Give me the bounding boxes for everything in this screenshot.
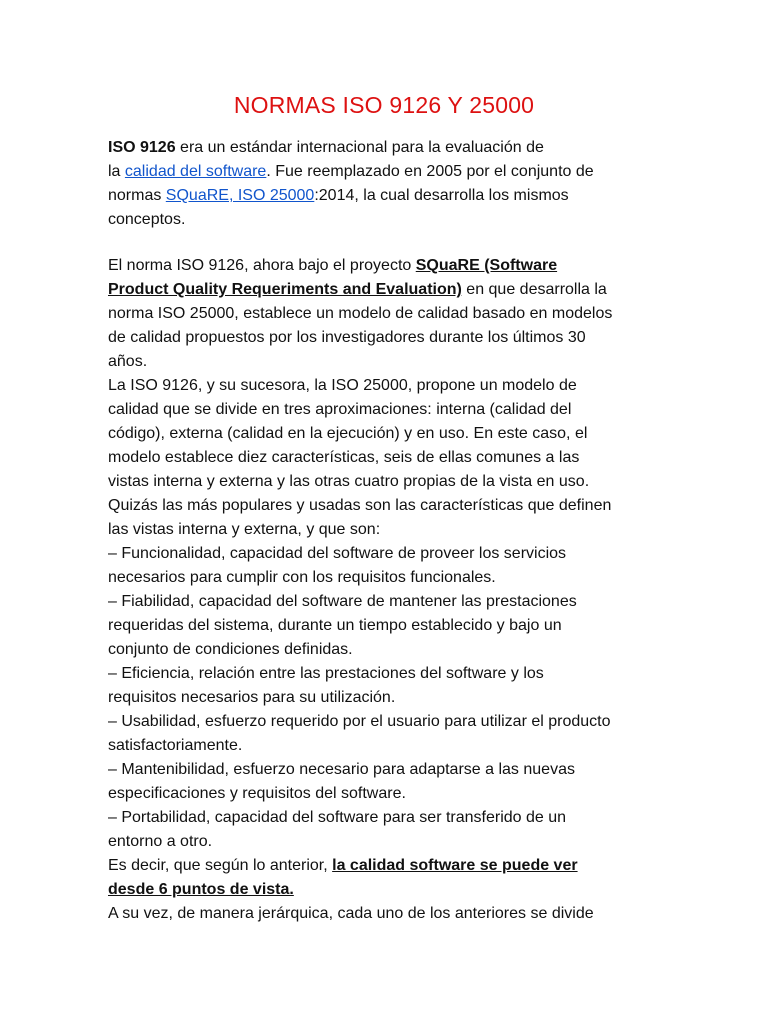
text-line: Quizás las más populares y usadas son las características que definen	[108, 497, 612, 514]
text-span: normas	[108, 187, 166, 204]
bold-underline-square: SQuaRE (Software	[415, 257, 558, 274]
link-square-iso25000[interactable]: SQuaRE, ISO 25000	[165, 187, 315, 204]
bold-term-iso9126: ISO 9126	[108, 139, 176, 156]
text-line: entorno a otro.	[108, 833, 213, 850]
page-title: NORMAS ISO 9126 Y 25000	[233, 92, 535, 118]
text-line	[108, 160, 648, 184]
list-item-mantenibilidad: – Mantenibilidad, esfuerzo necesario para adaptarse a las nuevas	[108, 761, 575, 778]
list-item-portabilidad: – Portabilidad, capacidad del software para ser transferido de un	[108, 809, 567, 826]
text-line	[108, 854, 648, 878]
text-line: especificaciones y requisitos del software.	[108, 785, 406, 802]
text-span: era un estándar internacional para la evaluación de	[175, 139, 544, 156]
text-line: satisfactoriamente.	[108, 737, 243, 754]
text-line	[108, 878, 648, 902]
bold-underline-6-puntos: desde 6 puntos de vista.	[108, 881, 294, 898]
list-item-fiabilidad: – Fiabilidad, capacidad del software de mantener las prestaciones	[108, 593, 577, 610]
list-item-funcionalidad: – Funcionalidad, capacidad del software de proveer los servicios	[108, 545, 567, 562]
document-body	[108, 136, 648, 926]
bold-underline-calidad-ver: la calidad software se puede ver	[332, 857, 578, 874]
paragraph-main	[108, 254, 648, 926]
text-span: El norma ISO 9126, ahora bajo el proyecto	[108, 257, 416, 274]
text-span: la	[108, 163, 125, 180]
text-line	[108, 278, 648, 302]
text-line: código), externa (calidad en la ejecución) y en uso. En este caso, el	[108, 425, 588, 442]
text-line: norma ISO 25000, establece un modelo de calidad basado en modelos	[108, 305, 613, 322]
link-calidad-software[interactable]: calidad del software	[124, 163, 267, 180]
text-line: La ISO 9126, y su sucesora, la ISO 25000, propone un modelo de	[108, 377, 577, 394]
text-line: conjunto de condiciones definidas.	[108, 641, 353, 658]
text-line	[108, 254, 648, 278]
text-line: años.	[108, 353, 148, 370]
text-line: modelo establece diez características, seis de ellas comunes a las	[108, 449, 580, 466]
text-span: :2014, la cual desarrolla los mismos	[314, 187, 569, 204]
text-line	[108, 136, 648, 160]
text-line: conceptos.	[108, 211, 186, 228]
text-line: calidad que se divide en tres aproximaciones: interna (calidad del	[108, 401, 572, 418]
paragraph-gap	[108, 232, 648, 254]
text-line: requisitos necesarios para su utilización.	[108, 689, 396, 706]
text-span: . Fue reemplazado en 2005 por el conjunto de	[266, 163, 594, 180]
text-line: las vistas interna y externa, y que son:	[108, 521, 381, 538]
text-line: de calidad propuestos por los investigadores durante los últimos 30	[108, 329, 586, 346]
text-span: Es decir, que según lo anterior,	[108, 857, 333, 874]
paragraph-intro	[108, 136, 648, 232]
bold-underline-product-quality: Product Quality Requeriments and Evaluation)	[108, 281, 462, 298]
list-item-eficiencia: – Eficiencia, relación entre las prestaciones del software y los	[108, 665, 544, 682]
text-line: necesarios para cumplir con los requisitos funcionales.	[108, 569, 496, 586]
list-item-usabilidad: – Usabilidad, esfuerzo requerido por el usuario para utilizar el producto	[108, 713, 611, 730]
text-line	[108, 184, 648, 208]
text-line: vistas interna y externa y las otras cuatro propias de la vista en uso.	[108, 473, 590, 490]
text-line: A su vez, de manera jerárquica, cada uno de los anteriores se divide	[108, 905, 594, 922]
text-span: en que desarrolla la	[461, 281, 607, 298]
text-line: requeridas del sistema, durante un tiempo establecido y bajo un	[108, 617, 562, 634]
